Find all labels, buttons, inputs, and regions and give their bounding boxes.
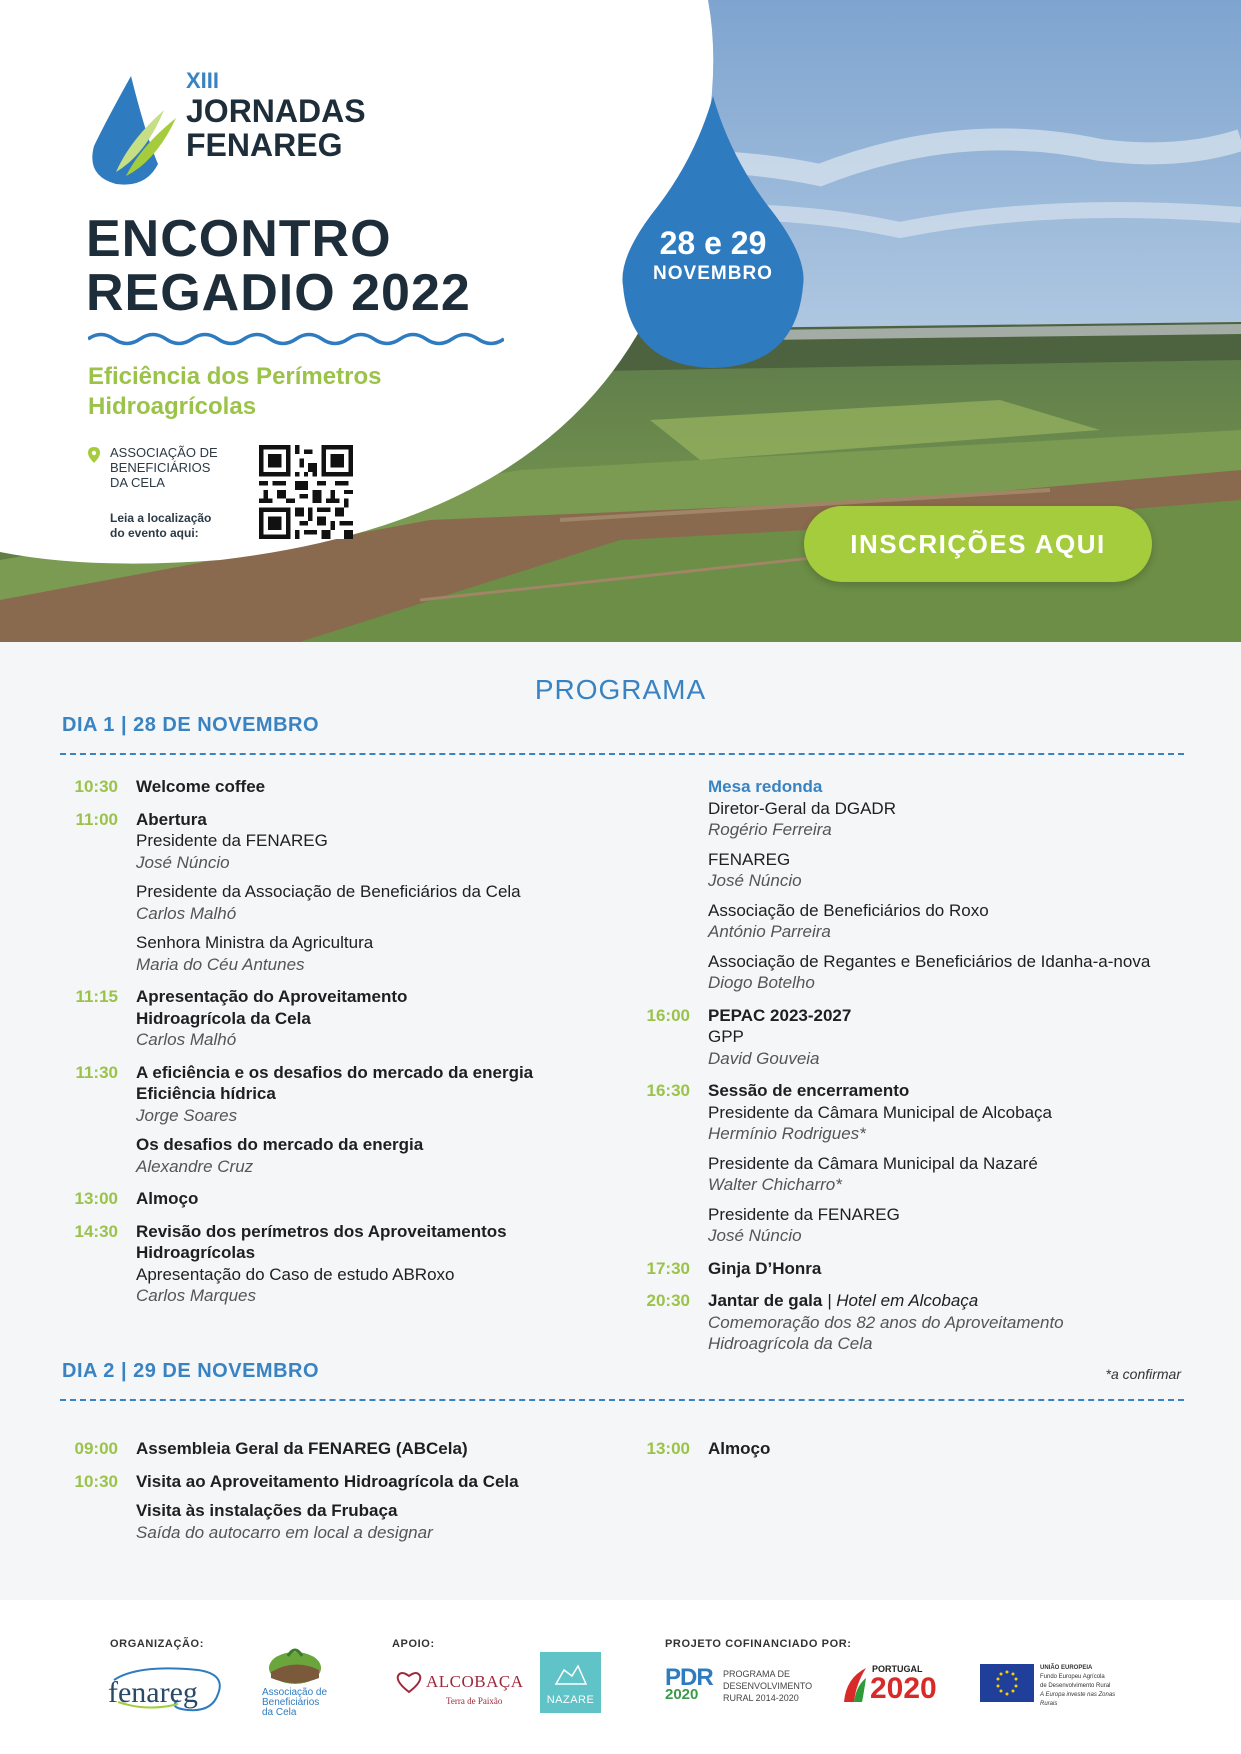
location-qr-code[interactable] [259, 445, 353, 539]
program-title: PROGRAMA [534, 674, 707, 705]
abcela-logo-line-1: Associação de [262, 1687, 328, 1698]
session-title: Assembleia Geral da FENAREG (ABCela) [136, 1439, 468, 1458]
speaker-name: Jorge Soares [136, 1105, 238, 1125]
brand-edition: XIII [186, 68, 220, 93]
speaker-name: António Parreira [708, 922, 831, 941]
eu-feader-logo [980, 1664, 1130, 1714]
session-detail: FENAREG [708, 849, 791, 869]
session-title: PEPAC 2023-2027 [708, 1005, 852, 1025]
nazare-emblem-icon [554, 1662, 588, 1686]
pdr-line-2: DESENVOLVIMENTO [723, 1681, 813, 1691]
alcobaca-logo-text: ALCOBAÇA [426, 1672, 524, 1691]
pdr-logo-year: 2020 [665, 1686, 699, 1703]
register-button[interactable]: INSCRIÇÕES AQUI [804, 506, 1152, 582]
schedule-entry [62, 986, 582, 1051]
schedule-entry [62, 1438, 582, 1460]
pdr-line-3: RURAL 2014-2020 [723, 1693, 799, 1703]
day-2-heading: DIA 2 | 29 DE NOVEMBRO [62, 1360, 320, 1382]
schedule-time: 16:30 [646, 1081, 690, 1100]
schedule-time: 13:00 [646, 1439, 690, 1458]
schedule-entry [634, 1258, 1194, 1280]
session-title: Almoço [708, 1439, 771, 1458]
schedule-time: 09:00 [74, 1439, 118, 1458]
schedule-spacer [136, 1126, 582, 1134]
nazare-logo [540, 1652, 601, 1713]
session-title: Sessão de encerramento [708, 1081, 910, 1100]
fenareg-logo-text: fenareg [108, 1676, 198, 1709]
heart-emblem-icon [396, 1670, 422, 1694]
session-detail: Senhora Ministra da Agricultura [136, 933, 374, 952]
speaker-name: Maria do Céu Antunes [136, 954, 305, 974]
sponsors-footer [0, 1600, 1241, 1754]
schedule-spacer [708, 943, 1194, 951]
venue-info [88, 445, 238, 540]
alcobaca-logo [396, 1668, 524, 1718]
schedule-spacer [136, 924, 582, 932]
speaker-name: Carlos Malhó [136, 903, 237, 923]
qr-caption-line-2: do evento aqui: [110, 526, 199, 540]
water-drop-logo-icon [86, 76, 176, 186]
session-title: Abertura [136, 809, 207, 829]
qr-caption-line-1: Leia a localização [110, 511, 212, 525]
day-2-column-left [62, 1438, 582, 1554]
abcela-emblem-icon [266, 1644, 324, 1686]
portugal-emblem-icon [842, 1668, 868, 1702]
schedule-entry [62, 1188, 582, 1210]
wave-divider [88, 330, 504, 348]
schedule-entry [634, 1080, 1194, 1247]
session-title: Apresentação do Aproveitamento [136, 987, 408, 1006]
schedule-entry [634, 1290, 1194, 1355]
session-title: Hidroagrícolas [136, 1243, 256, 1262]
day-2-column-right [634, 1438, 1154, 1471]
session-title: A eficiência e os desafios do mercado da energia [136, 1062, 534, 1082]
schedule-time: 10:30 [74, 777, 118, 796]
schedule-entry [634, 776, 1194, 994]
speaker-name: José Núncio [708, 1226, 802, 1245]
session-detail: Associação de Beneficiários do Roxo [708, 900, 989, 920]
schedule-time: 17:30 [646, 1258, 690, 1278]
venue-line-3: DA CELA [110, 475, 165, 490]
pdr-line-1: PROGRAMA DE [723, 1669, 791, 1679]
speaker-name: Alexandre Cruz [136, 1156, 254, 1176]
session-detail: Associação de Regantes e Beneficiários de Idanha-a-nova [708, 951, 1151, 971]
speaker-name: Carlos Malhó [136, 1030, 237, 1049]
session-detail: Presidente da FENAREG [136, 831, 328, 850]
hero-banner [0, 0, 1241, 642]
schedule-time: 11:30 [75, 1062, 118, 1082]
fenareg-logo [108, 1660, 228, 1720]
day-1-divider [60, 753, 1184, 755]
session-title: Visita às instalações da Frubaça [136, 1501, 398, 1520]
brand-line-2: FENAREG [186, 127, 343, 163]
session-title: Visita ao Aproveitamento Hidroagrícola da Cela [136, 1471, 519, 1491]
schedule-spacer [708, 1145, 1194, 1153]
portugal2020-line-2: 2020 [870, 1672, 937, 1705]
cofunding-label: PROJETO COFINANCIADO POR: [665, 1638, 852, 1650]
schedule-spacer [708, 892, 1194, 900]
event-title-line-2: REGADIO 2022 [86, 264, 471, 322]
eu-line-4: A Europa investe nas Zonas Rurais [1040, 1692, 1116, 1707]
eu-line-2: Fundo Europeu Agrícola [1040, 1674, 1105, 1680]
event-subtitle-line-1: Eficiência dos Perímetros [88, 363, 382, 390]
organization-label: ORGANIZAÇÃO: [110, 1638, 204, 1650]
eu-flag-icon [980, 1664, 1034, 1702]
event-date-month: NOVEMBRO [653, 263, 773, 284]
event-subtitle-line-2: Hidroagrícolas [88, 393, 257, 420]
speaker-name: Rogério Ferreira [708, 820, 832, 839]
schedule-time: 16:00 [646, 1005, 690, 1025]
session-title: Eficiência hídrica [136, 1084, 276, 1103]
day-1-column-left [62, 776, 582, 1318]
speaker-name: Saída do autocarro em local a designar [136, 1522, 433, 1542]
session-detail: Presidente da Câmara Municipal da Nazaré [708, 1153, 1038, 1173]
session-title: Almoço [136, 1189, 199, 1208]
day-2-divider [60, 1399, 1184, 1401]
venue-line-2: BENEFICIÁRIOS [110, 460, 211, 475]
session-detail: Presidente da FENAREG [708, 1204, 900, 1224]
abcela-logo-line-3: da Cela [262, 1707, 297, 1718]
schedule-spacer [136, 873, 582, 881]
event-date [618, 224, 808, 286]
confirmation-note: *a confirmar [1105, 1366, 1181, 1382]
speaker-name: David Gouveia [708, 1048, 820, 1068]
event-title-line-1: ENCONTRO [86, 210, 392, 268]
alcobaca-tagline: Terra de Paixão [446, 1696, 503, 1706]
speaker-name: José Núncio [708, 871, 802, 890]
session-detail: Jantar de gala | Hotel em Alcobaça [708, 1291, 979, 1310]
pdr-logo-text: PDR [665, 1664, 713, 1691]
schedule-entry [62, 1062, 582, 1178]
schedule-time: 20:30 [646, 1291, 690, 1310]
nazare-logo-text: NAZARE [546, 1694, 595, 1706]
schedule-entry [62, 776, 582, 798]
location-pin-icon [88, 447, 100, 463]
session-detail: Diretor-Geral da DGADR [708, 798, 896, 818]
schedule-time: 11:00 [75, 809, 118, 829]
schedule-entry [62, 1221, 582, 1307]
schedule-spacer [708, 1196, 1194, 1204]
session-detail: GPP [708, 1027, 744, 1046]
speaker-name: José Núncio [136, 852, 230, 872]
speaker-name: Diogo Botelho [708, 973, 815, 992]
speaker-name: Hermínio Rodrigues* [708, 1124, 866, 1143]
schedule-entry [62, 809, 582, 976]
event-date-days: 28 e 29 [659, 225, 767, 261]
eu-line-3: de Desenvolvimento Rural [1040, 1683, 1111, 1689]
session-title: Hidroagrícola da Cela [136, 1008, 311, 1028]
session-detail: Presidente da Câmara Municipal de Alcobaça [708, 1102, 1052, 1122]
speaker-name: Carlos Marques [136, 1286, 256, 1305]
schedule-spacer [708, 841, 1194, 849]
speaker-name: Comemoração dos 82 anos do Aproveitamento [708, 1312, 1064, 1332]
session-title: Revisão dos perímetros dos Aproveitamentos [136, 1221, 507, 1241]
abcela-logo-line-2: Beneficiários [262, 1697, 320, 1708]
schedule-entry [634, 1005, 1194, 1070]
schedule-entry [634, 1438, 1154, 1460]
speaker-name: Walter Chicharro* [708, 1175, 842, 1194]
session-title: Os desafios do mercado da energia [136, 1135, 424, 1154]
abcela-logo [262, 1644, 342, 1734]
event-subtitle [88, 362, 448, 422]
panel-title: Mesa redonda [708, 777, 823, 796]
session-title: Welcome coffee [136, 777, 266, 796]
day-1-column-right [634, 776, 1194, 1366]
portugal2020-line-1: PORTUGAL [872, 1664, 923, 1674]
day-1-heading: DIA 1 | 28 DE NOVEMBRO [62, 714, 320, 736]
schedule-entry [62, 1471, 582, 1544]
schedule-spacer [136, 1492, 582, 1500]
schedule-time: 14:30 [74, 1221, 118, 1241]
brand-line-1: JORNADAS [186, 93, 366, 129]
venue-line-1: ASSOCIAÇÃO DE [110, 445, 218, 460]
portugal2020-logo [842, 1662, 960, 1714]
support-label: APOIO: [392, 1638, 435, 1650]
schedule-time: 11:15 [75, 987, 118, 1006]
eu-line-1: UNIÃO EUROPEIA [1040, 1665, 1093, 1671]
pdr2020-logo [665, 1664, 825, 1714]
speaker-name: Hidroagrícola da Cela [708, 1334, 873, 1353]
session-detail: Apresentação do Caso de estudo ABRoxo [136, 1264, 455, 1284]
event-title [86, 212, 546, 320]
session-title: Ginja D’Honra [708, 1258, 822, 1278]
session-detail: Presidente da Associação de Beneficiários da Cela [136, 882, 521, 901]
schedule-time: 13:00 [74, 1189, 118, 1208]
schedule-time: 10:30 [74, 1471, 118, 1491]
